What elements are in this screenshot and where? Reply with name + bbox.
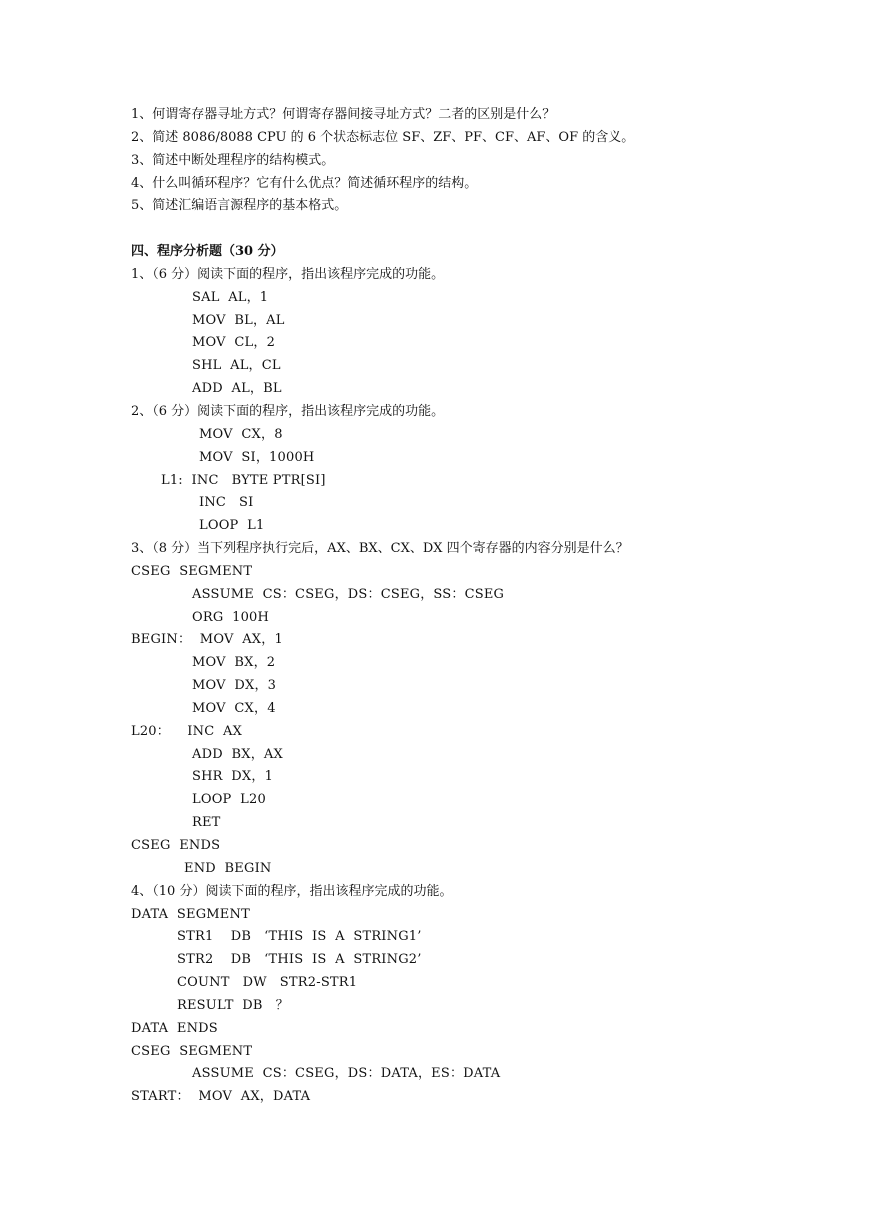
code-line: STR1 DB ‘THIS IS A STRING1’ bbox=[177, 929, 422, 945]
code-line: RESULT DB ？ bbox=[177, 997, 289, 1013]
question-1 bbox=[131, 264, 831, 401]
code-line: MOV DX，3 bbox=[192, 678, 277, 694]
code-line: MOV CX，8 bbox=[199, 426, 283, 442]
code-line: CSEG SEGMENT bbox=[131, 1043, 253, 1059]
code-line: DATA ENDS bbox=[131, 1020, 218, 1036]
code-line: MOV BX，2 bbox=[192, 655, 276, 671]
code-line: SHR DX，1 bbox=[192, 769, 274, 785]
code-line: ASSUME CS：CSEG，DS：DATA，ES：DATA bbox=[192, 1066, 501, 1082]
code-line: ORG 100H bbox=[192, 609, 270, 625]
question-3 bbox=[131, 538, 831, 881]
code-line: ADD BX，AX bbox=[192, 746, 283, 762]
code-line: BEGIN： MOV AX，1 bbox=[131, 632, 283, 648]
question-text: 4、什么叫循环程序？它有什么优点？简述循环程序的结构。 bbox=[131, 175, 478, 191]
code-line: COUNT DW STR2-STR1 bbox=[177, 975, 358, 991]
code-line: CSEG ENDS bbox=[131, 838, 221, 853]
question-title: 1、（6 分）阅读下面的程序，指出该程序完成的功能。 bbox=[131, 266, 445, 282]
code-line: START： MOV AX，DATA bbox=[131, 1089, 311, 1105]
question-title: 3、（8 分）当下列程序执行完后，AX、BX、CX、DX 四个寄存器的内容分别是什么？ bbox=[131, 541, 629, 557]
code-line: L1: INC BYTE PTR[SI] bbox=[161, 472, 326, 488]
code-line: MOV CX，4 bbox=[192, 700, 276, 716]
short-answer-list bbox=[131, 104, 831, 218]
code-line: END BEGIN bbox=[184, 860, 272, 876]
code-line: DATA SEGMENT bbox=[131, 906, 250, 922]
question-text: 5、简述汇编语言源程序的基本格式。 bbox=[131, 198, 348, 214]
code-line: RET bbox=[192, 815, 221, 831]
question-2 bbox=[131, 401, 831, 538]
spacer bbox=[131, 218, 831, 241]
code-line: LOOP L20 bbox=[192, 792, 266, 808]
code-line: INC SI bbox=[199, 495, 254, 511]
question-title: 2、（6 分）阅读下面的程序，指出该程序完成的功能。 bbox=[131, 403, 445, 419]
code-line: L20： INC AX bbox=[131, 723, 243, 739]
exam-page bbox=[131, 104, 831, 1109]
code-line: SHL AL，CL bbox=[192, 358, 281, 374]
question-title: 4、（10 分）阅读下面的程序，指出该程序完成的功能。 bbox=[131, 883, 453, 899]
code-line: CSEG SEGMENT bbox=[131, 563, 253, 579]
question-4 bbox=[131, 881, 831, 1109]
section-heading: 四、程序分析题（30 分） bbox=[131, 244, 284, 260]
code-line: MOV CL，2 bbox=[192, 335, 276, 351]
question-text: 3、简述中断处理程序的结构模式。 bbox=[131, 152, 335, 168]
code-line: MOV SI，1000H bbox=[199, 449, 315, 465]
code-line: LOOP L1 bbox=[199, 518, 265, 534]
code-line: SAL AL，1 bbox=[192, 289, 269, 305]
question-text: 2、简述 8086/8088 CPU 的 6 个状态标志位 SF、ZF、PF、CF、AF、OF 的含义。 bbox=[131, 129, 635, 145]
code-line: STR2 DB ‘THIS IS A STRING2’ bbox=[177, 952, 422, 968]
code-line: ASSUME CS：CSEG，DS：CSEG，SS：CSEG bbox=[192, 586, 505, 602]
question-text: 1、何谓寄存器寻址方式？何谓寄存器间接寻址方式？二者的区别是什么？ bbox=[131, 107, 556, 122]
code-line: MOV BL，AL bbox=[192, 312, 285, 328]
code-line: ADD AL，BL bbox=[192, 381, 282, 397]
